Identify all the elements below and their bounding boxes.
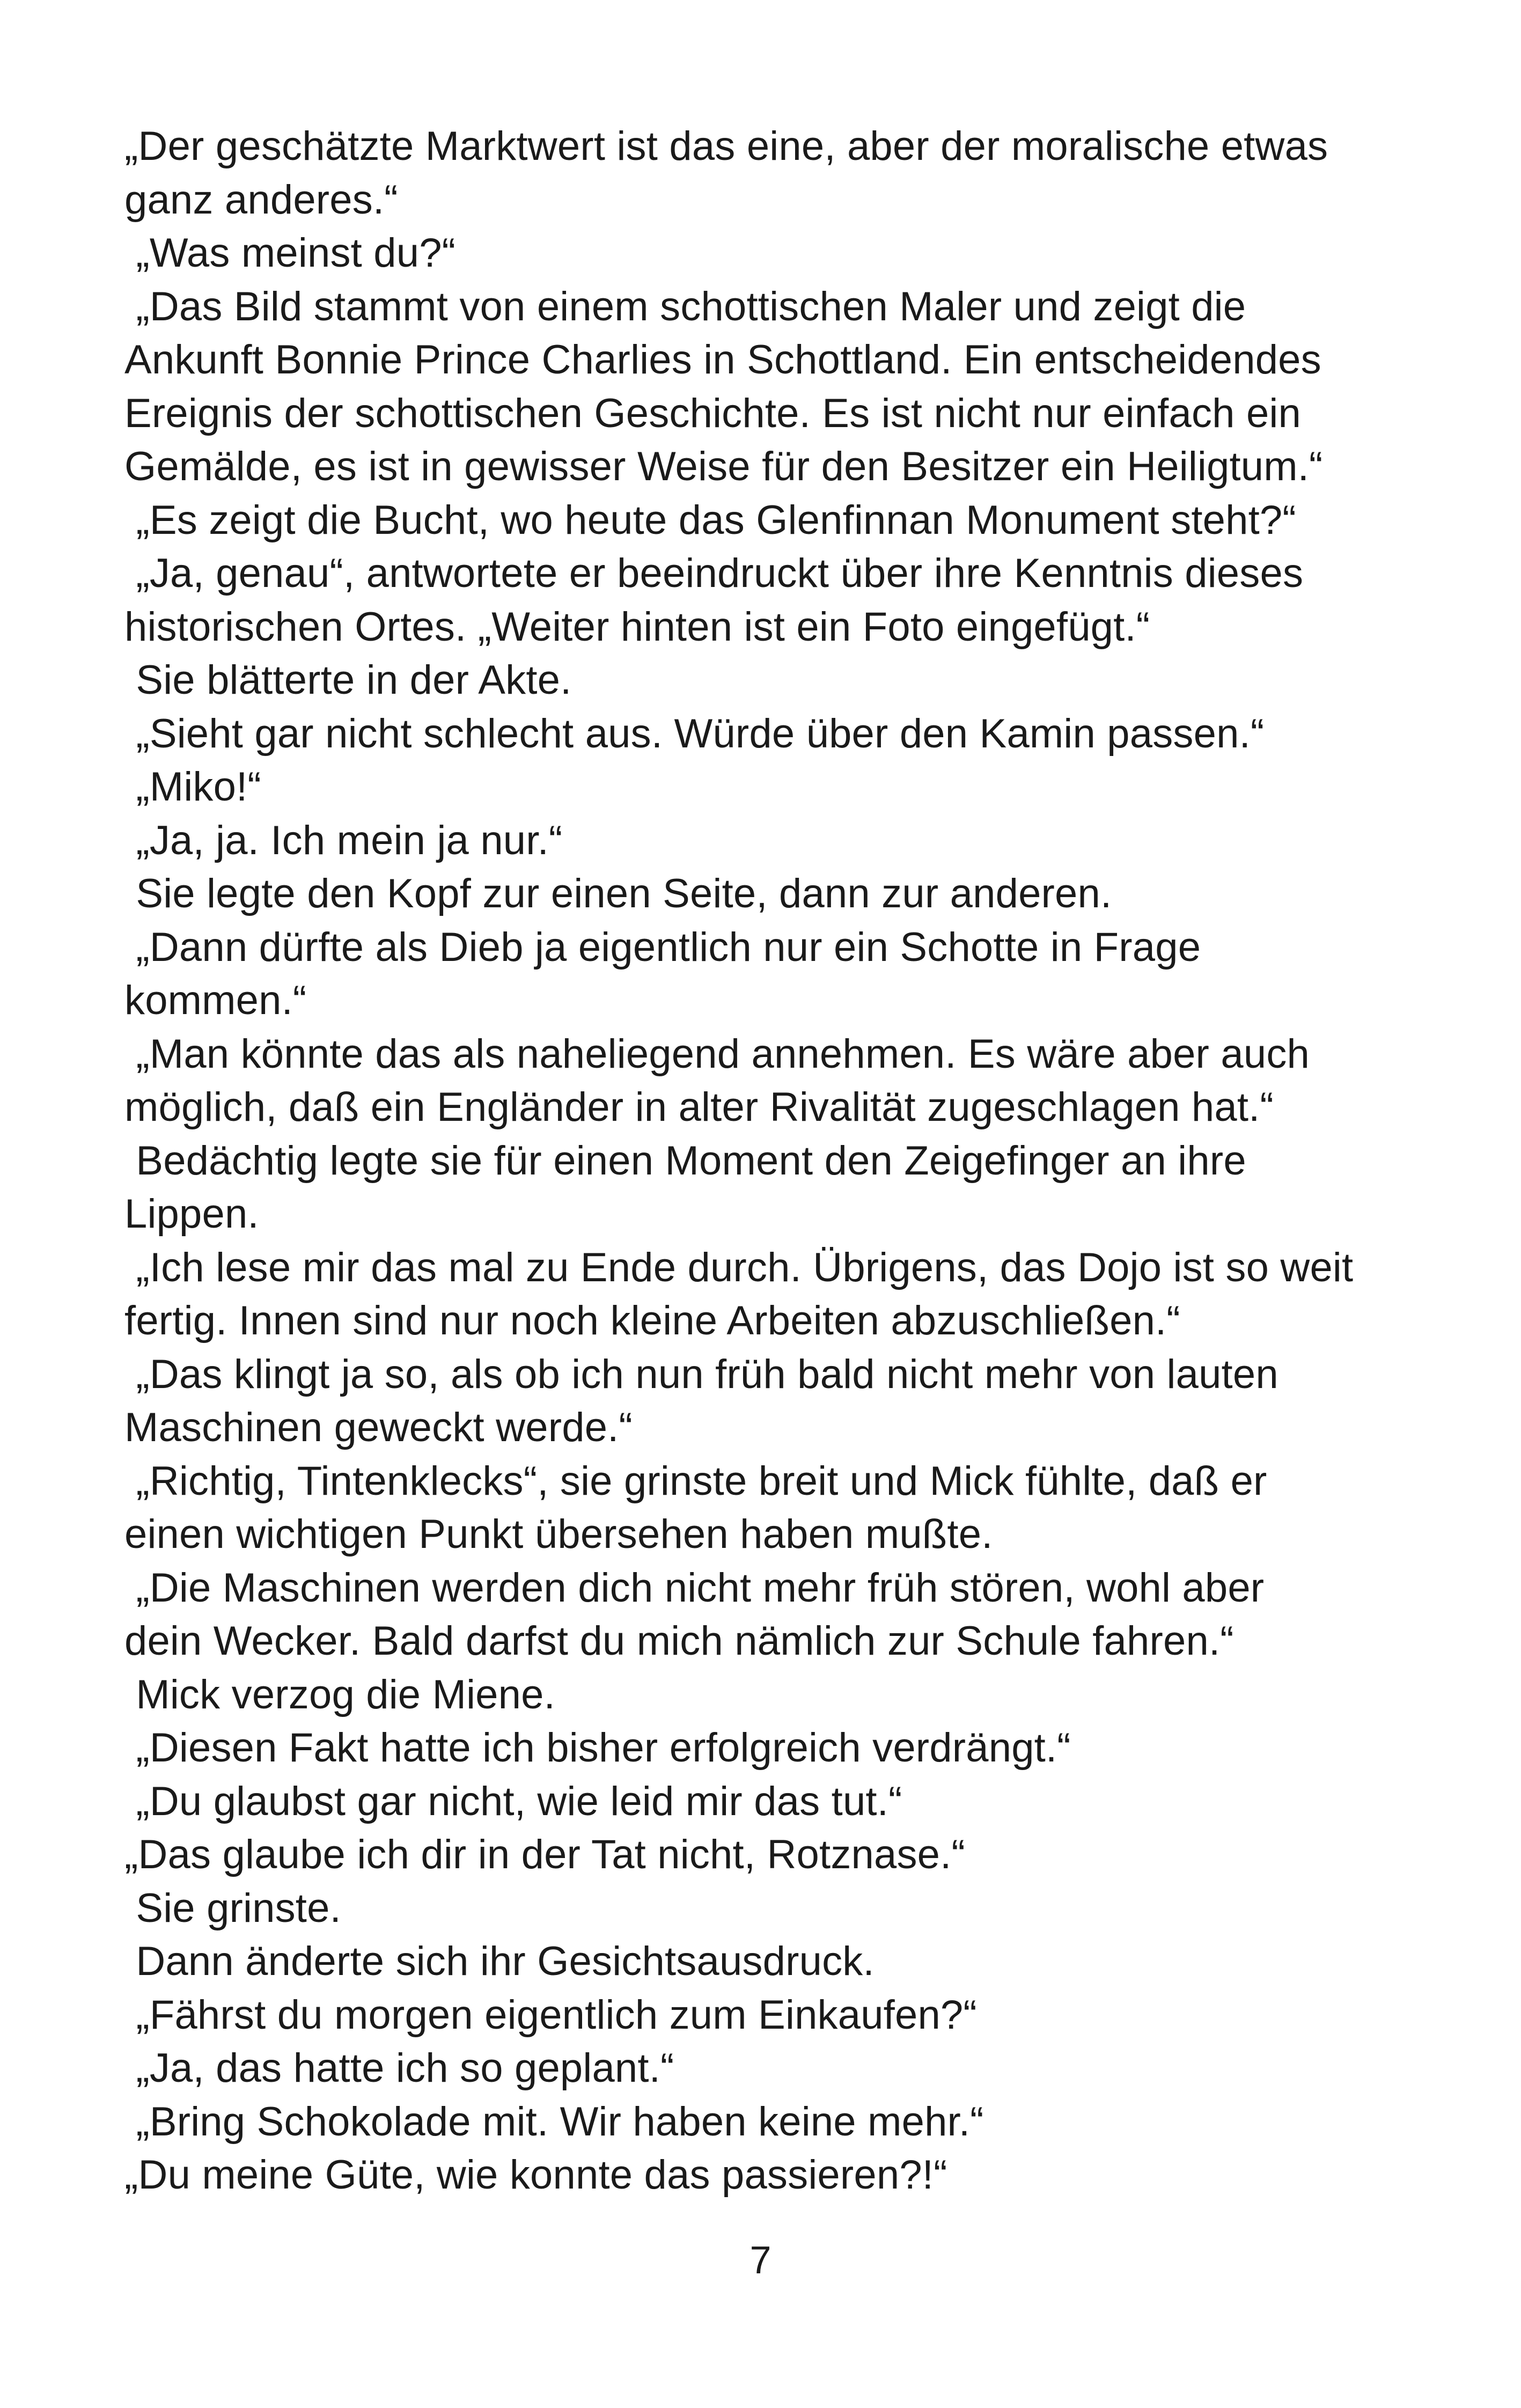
text-line: Ereignis der schottischen Geschichte. Es ist nicht nur einfach ein [124,390,1301,436]
text-line: „Bring Schokolade mit. Wir haben keine mehr.“ [124,2098,984,2145]
text-line: „Ja, genau“, antwortete er beeindruckt über ihre Kenntnis dieses [124,550,1304,596]
text-line: „Das klingt ja so, als ob ich nun früh bald nicht mehr von lauten [124,1351,1278,1397]
text-line: „Fährst du morgen eigentlich zum Einkaufen?“ [124,1992,977,2038]
text-line: „Sieht gar nicht schlecht aus. Würde über den Kamin passen.“ [124,710,1265,757]
text-line: möglich, daß ein Engländer in alter Rivalität zugeschlagen hat.“ [124,1084,1274,1130]
text-line: „Diesen Fakt hatte ich bisher erfolgreich verdrängt.“ [124,1725,1071,1771]
text-line: Sie grinste. [124,1885,341,1931]
text-line: „Du glaubst gar nicht, wie leid mir das tut.“ [124,1778,902,1824]
text-line: „Ja, das hatte ich so geplant.“ [124,2045,674,2091]
text-line: Maschinen geweckt werde.“ [124,1405,633,1450]
text-line: dein Wecker. Bald darfst du mich nämlich zur Schule fahren.“ [124,1618,1234,1664]
text-line: kommen.“ [124,978,307,1023]
text-line: einen wichtigen Punkt übersehen haben mußte. [124,1511,993,1557]
text-line: „Man könnte das als naheliegend annehmen. Es wäre aber auch [124,1031,1310,1077]
text-line: „Dann dürfte als Dieb ja eigentlich nur ein Schotte in Frage [124,924,1201,970]
text-line: Lippen. [124,1191,259,1237]
page-number: 7 [750,2239,771,2282]
text-line: Gemälde, es ist in gewisser Weise für den Besitzer ein Heiligtum.“ [124,444,1323,489]
body-text [124,120,1423,2202]
text-line: Ankunft Bonnie Prince Charlies in Schottland. Ein entscheidendes [124,337,1321,383]
text-line: „Die Maschinen werden dich nicht mehr früh stören, wohl aber [124,1565,1265,1611]
text-line: „Miko!“ [124,764,261,810]
text-line: Sie blätterte in der Akte. [124,657,572,703]
text-line: „Es zeigt die Bucht, wo heute das Glenfinnan Monument steht?“ [124,497,1296,543]
text-line: Dann änderte sich ihr Gesichtsausdruck. [124,1939,875,1984]
text-line: historischen Ortes. „Weiter hinten ist ein Foto eingefügt.“ [124,604,1150,650]
text-line: ganz anderes.“ [124,177,398,223]
text-line: „Was meinst du?“ [124,230,456,276]
text-line: fertig. Innen sind nur noch kleine Arbeiten abzuschließen.“ [124,1298,1180,1344]
text-line: „Ich lese mir das mal zu Ende durch. Übrigens, das Dojo ist so weit [124,1244,1354,1290]
text-line: Sie legte den Kopf zur einen Seite, dann zur anderen. [124,871,1112,916]
text-line: „Das glaube ich dir in der Tat nicht, Rotznase.“ [124,1832,965,1877]
text-line: Bedächtig legte sie für einen Moment den Zeigefinger an ihre [124,1137,1246,1184]
text-line: Mick verzog die Miene. [124,1671,555,1717]
text-line: „Richtig, Tintenklecks“, sie grinste breit und Mick fühlte, daß er [124,1458,1267,1504]
text-line: „Ja, ja. Ich mein ja nur.“ [124,817,563,863]
text-line: „Du meine Güte, wie konnte das passieren?!“ [124,2152,947,2198]
text-line: „Das Bild stammt von einem schottischen Maler und zeigt die [124,283,1246,329]
text-line: „Der geschätzte Marktwert ist das eine, aber der moralische etwas [124,123,1328,169]
